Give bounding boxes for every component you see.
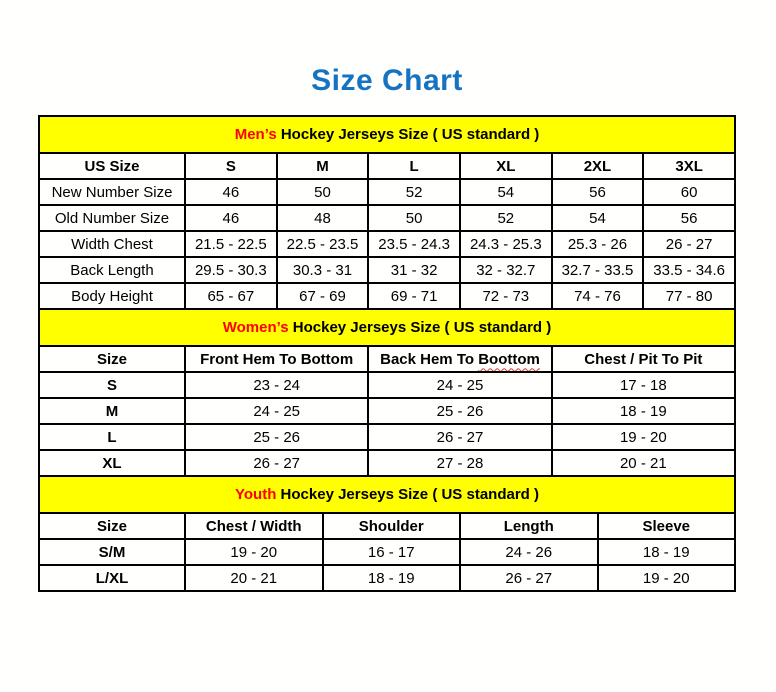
women-table-row [39,424,735,450]
women-banner-highlight: Women’s [222,319,289,336]
men-column-header: XL [460,153,552,179]
size-chart-tables [38,115,736,592]
youth-section-banner [39,476,735,513]
men-data-cell: 32.7 - 33.5 [552,257,644,283]
women-data-cell: 24 - 25 [368,372,551,398]
women-data-cell: 26 - 27 [368,424,551,450]
men-data-cell: 25.3 - 26 [552,231,644,257]
men-table-row [39,231,735,257]
men-column-header: M [277,153,369,179]
men-banner-highlight: Men’s [234,126,277,143]
women-data-cell: 24 - 25 [185,398,368,424]
women-column-header: Front Hem To Bottom [185,346,368,372]
youth-banner-highlight: Youth [235,486,277,503]
men-data-cell: 50 [277,179,369,205]
men-data-cell: 74 - 76 [552,283,644,309]
youth-table-row [39,539,735,565]
men-data-cell: 32 - 32.7 [460,257,552,283]
youth-column-header: Size [39,513,185,539]
page-title: Size Chart [311,64,463,97]
women-column-header: Size [39,346,185,372]
women-banner-text: Hockey Jerseys Size ( US standard ) [288,319,552,336]
men-data-cell: 26 - 27 [643,231,735,257]
women-data-cell: 26 - 27 [185,450,368,476]
men-table-row [39,179,735,205]
men-data-cell: 65 - 67 [185,283,277,309]
women-row-label: S [39,372,185,398]
women-data-cell: 18 - 19 [552,398,735,424]
women-table-row [39,450,735,476]
youth-banner-text: Hockey Jerseys Size ( US standard ) [276,486,539,503]
youth-data-cell: 24 - 26 [460,539,598,565]
men-row-label: New Number Size [39,179,185,205]
men-table-row [39,205,735,231]
men-row-label: Body Height [39,283,185,309]
youth-column-header: Length [460,513,598,539]
men-data-cell: 72 - 73 [460,283,552,309]
men-data-cell: 23.5 - 24.3 [368,231,460,257]
men-data-cell: 33.5 - 34.6 [643,257,735,283]
men-data-cell: 48 [277,205,369,231]
men-data-cell: 52 [460,205,552,231]
men-data-cell: 46 [185,205,277,231]
men-data-cell: 77 - 80 [643,283,735,309]
women-data-cell: 20 - 21 [552,450,735,476]
men-column-header: 2XL [552,153,644,179]
youth-data-cell: 20 - 21 [185,565,323,591]
men-banner-text: Hockey Jerseys Size ( US standard ) [276,126,540,143]
women-data-cell: 19 - 20 [552,424,735,450]
men-row-label: Back Length [39,257,185,283]
youth-data-cell: 26 - 27 [460,565,598,591]
youth-column-header: Shoulder [323,513,461,539]
women-table-row [39,372,735,398]
men-data-cell: 46 [185,179,277,205]
men-column-header: 3XL [643,153,735,179]
men-data-cell: 52 [368,179,460,205]
men-size-table [38,115,736,310]
men-data-cell: 29.5 - 30.3 [185,257,277,283]
men-column-header: US Size [39,153,185,179]
youth-row-label: L/XL [39,565,185,591]
youth-data-cell: 19 - 20 [598,565,736,591]
men-data-cell: 24.3 - 25.3 [460,231,552,257]
women-column-header-prefix: Back Hem To [380,350,479,368]
men-data-cell: 67 - 69 [277,283,369,309]
youth-row-label: S/M [39,539,185,565]
youth-data-cell: 19 - 20 [185,539,323,565]
women-row-label: M [39,398,185,424]
men-table-row [39,257,735,283]
men-data-cell: 30.3 - 31 [277,257,369,283]
men-data-cell: 54 [460,179,552,205]
men-data-cell: 60 [643,179,735,205]
women-section-banner [39,309,735,346]
youth-table-row [39,565,735,591]
women-size-table [38,308,736,477]
men-row-label: Old Number Size [39,205,185,231]
youth-column-header: Chest / Width [185,513,323,539]
women-row-label: XL [39,450,185,476]
women-data-cell: 17 - 18 [552,372,735,398]
women-data-cell: 27 - 28 [368,450,551,476]
women-data-cell: 25 - 26 [185,424,368,450]
youth-data-cell: 16 - 17 [323,539,461,565]
women-column-header: Chest / Pit To Pit [552,346,735,372]
men-column-header: L [368,153,460,179]
women-table-row [39,398,735,424]
men-data-cell: 54 [552,205,644,231]
men-column-header: S [185,153,277,179]
women-misspelled-word: Boottom [478,350,540,368]
men-data-cell: 56 [552,179,644,205]
men-data-cell: 21.5 - 22.5 [185,231,277,257]
men-table-row [39,283,735,309]
men-data-cell: 22.5 - 23.5 [277,231,369,257]
youth-column-header: Sleeve [598,513,736,539]
men-data-cell: 31 - 32 [368,257,460,283]
youth-data-cell: 18 - 19 [323,565,461,591]
men-data-cell: 56 [643,205,735,231]
women-data-cell: 25 - 26 [368,398,551,424]
men-data-cell: 69 - 71 [368,283,460,309]
men-section-banner [39,116,735,153]
women-data-cell: 23 - 24 [185,372,368,398]
youth-data-cell: 18 - 19 [598,539,736,565]
men-data-cell: 50 [368,205,460,231]
women-column-header [368,346,551,372]
women-row-label: L [39,424,185,450]
youth-size-table [38,475,736,592]
men-row-label: Width Chest [39,231,185,257]
